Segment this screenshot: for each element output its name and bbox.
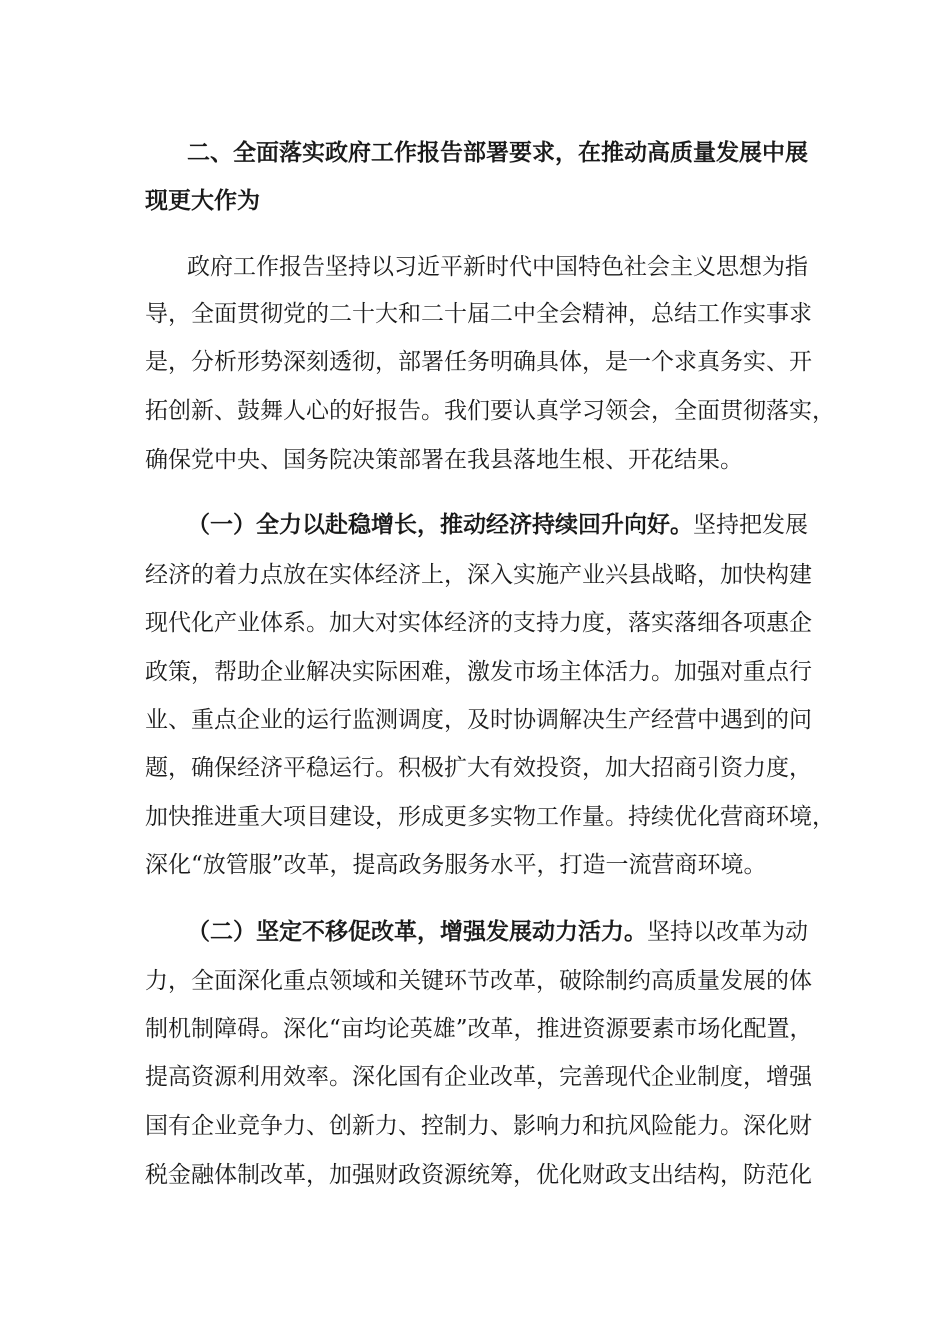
subsection-1-line: 业、重点企业的运行监测调度，及时协调解决生产经营中遇到的问 xyxy=(145,707,812,733)
subsection-1-line: 现代化产业体系。加大对实体经济的支持力度，落实落细各项惠企 xyxy=(145,610,812,636)
subsection-1-line: 题，确保经济平稳运行。积极扩大有效投资，加大招商引资力度， xyxy=(145,755,812,781)
subsection-2-line: 税金融体制改革，加强财政资源统筹，优化财政支出结构，防范化 xyxy=(145,1162,812,1188)
subsection-2-first-line xyxy=(187,917,808,947)
subsection-1-line: 政策，帮助企业解决实际困难，激发市场主体活力。加强对重点行 xyxy=(145,659,812,685)
subsection-2-heading: （二）坚定不移促改革，增强发展动力活力。 xyxy=(187,918,647,945)
subsection-2-line: 制机制障碍。深化“亩均论英雄”改革，推进资源要素市场化配置， xyxy=(145,1016,813,1042)
intro-paragraph-line: 拓创新、鼓舞人心的好报告。我们要认真学习领会，全面贯彻落实， xyxy=(145,398,835,424)
subsection-1-line: 深化“放管服”改革，提高政务服务水平，打造一流营商环境。 xyxy=(145,852,767,878)
section-heading-line-1: 二、全面落实政府工作报告部署要求，在推动高质量发展中展 xyxy=(187,139,808,166)
intro-paragraph-line: 导，全面贯彻党的二十大和二十届二中全会精神，总结工作实事求 xyxy=(145,301,812,327)
subsection-1-first-line-text: 坚持把发展 xyxy=(693,512,808,538)
subsection-1-heading: （一）全力以赴稳增长，推动经济持续回升向好。 xyxy=(187,511,693,538)
subsection-1-first-line xyxy=(187,510,808,540)
subsection-1-line: 经济的着力点放在实体经济上，深入实施产业兴县战略，加快构建 xyxy=(145,562,812,588)
section-heading-line-2: 现更大作为 xyxy=(145,187,260,214)
intro-paragraph-line: 政府工作报告坚持以习近平新时代中国特色社会主义思想为指 xyxy=(187,254,808,280)
subsection-2-line: 力，全面深化重点领域和关键环节改革，破除制约高质量发展的体 xyxy=(145,968,812,994)
subsection-2-line: 提高资源利用效率。深化国有企业改革，完善现代企业制度，增强 xyxy=(145,1064,812,1090)
subsection-1-line: 加快推进重大项目建设，形成更多实物工作量。持续优化营商环境， xyxy=(145,804,835,830)
intro-paragraph-line: 是，分析形势深刻透彻，部署任务明确具体，是一个求真务实、开 xyxy=(145,349,812,375)
subsection-2-line: 国有企业竞争力、创新力、控制力、影响力和抗风险能力。深化财 xyxy=(145,1113,812,1139)
intro-paragraph-line: 确保党中央、国务院决策部署在我县落地生根、开花结果。 xyxy=(145,447,743,473)
subsection-2-first-line-text: 坚持以改革为动 xyxy=(647,919,808,945)
